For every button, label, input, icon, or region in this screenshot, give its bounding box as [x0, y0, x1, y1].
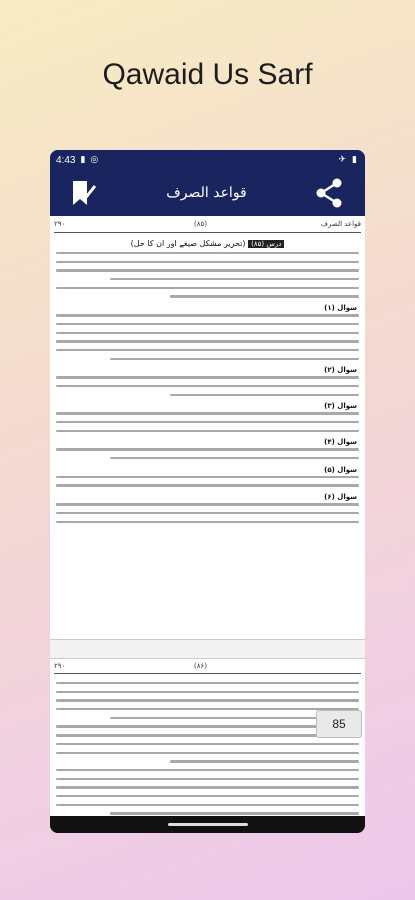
- text-line: [56, 421, 359, 423]
- question-label: سوال (۶): [324, 493, 357, 502]
- next-page-number-left: ۲۹۰: [54, 662, 66, 670]
- text-line: [56, 734, 359, 736]
- text-line: [56, 752, 359, 754]
- text-line: [56, 385, 359, 387]
- book-title-header: قواعد الصرف: [320, 220, 361, 228]
- page-header: [54, 218, 361, 233]
- status-time: 4:43: [56, 154, 76, 166]
- text-line: [56, 349, 359, 351]
- battery-icon: ▮: [352, 155, 357, 165]
- text-line: [56, 786, 359, 788]
- phone-frame: [50, 150, 365, 833]
- text-line: [56, 261, 359, 263]
- page-number-left: ۲۹۰: [54, 220, 66, 228]
- text-line: [56, 269, 359, 271]
- text-line: [170, 394, 359, 396]
- text-line: [110, 278, 359, 280]
- question-label: سوال (۳): [324, 402, 357, 411]
- next-page-header: [54, 661, 361, 674]
- page-number-center: (۸۵): [194, 220, 207, 228]
- text-line: [56, 795, 359, 797]
- share-button[interactable]: [311, 175, 347, 211]
- page-separator: [50, 639, 365, 659]
- app-title: قواعد الصرف: [166, 185, 247, 201]
- text-line: [56, 252, 359, 254]
- text-line: [110, 358, 359, 360]
- sim-card-icon: ▮: [80, 155, 86, 165]
- text-line: [56, 448, 359, 450]
- bookmark-button[interactable]: [66, 175, 102, 211]
- text-line: [56, 332, 359, 334]
- text-line: [170, 295, 359, 297]
- text-line: [56, 323, 359, 325]
- text-line: [56, 521, 359, 523]
- text-line: [56, 804, 359, 806]
- status-bar: [50, 150, 365, 170]
- promo-title: Qawaid Us Sarf: [102, 58, 313, 91]
- lesson-heading: [50, 239, 365, 248]
- text-line: [56, 769, 359, 771]
- question-label: سوال (۲): [324, 366, 357, 375]
- share-icon: [315, 178, 343, 208]
- question-label: سوال (۴): [324, 438, 357, 447]
- text-line: [56, 743, 359, 745]
- text-line: [56, 512, 359, 514]
- page-number-indicator[interactable]: 85: [316, 710, 362, 738]
- question-label: سوال (۱): [324, 304, 357, 313]
- text-line: [56, 778, 359, 780]
- text-line: [56, 699, 359, 701]
- text-line: [56, 484, 359, 486]
- text-line: [56, 725, 359, 727]
- text-line: [170, 760, 359, 762]
- page-text-block: [50, 252, 365, 523]
- text-line: [56, 314, 359, 316]
- lesson-title: (تحریر مشکل صیغے اور ان کا حل): [130, 239, 246, 248]
- navigation-bar: [50, 816, 365, 833]
- question-label: سوال (۵): [324, 465, 357, 474]
- home-gesture-bar[interactable]: [168, 823, 248, 826]
- text-line: [56, 287, 359, 289]
- text-line: [56, 340, 359, 342]
- text-line: [110, 812, 359, 814]
- text-line: [56, 503, 359, 505]
- text-line: [110, 457, 359, 459]
- bookmark-check-icon: [71, 179, 97, 207]
- text-line: [56, 430, 359, 432]
- airplane-icon: ✈: [338, 155, 347, 165]
- next-page-number-center: (۸۶): [194, 662, 207, 670]
- app-bar: [50, 170, 365, 216]
- text-line: [56, 476, 359, 478]
- lesson-number-badge: درس (۸۵): [248, 240, 284, 248]
- pdf-page-view[interactable]: [50, 216, 365, 816]
- text-line: [56, 682, 359, 684]
- notification-icon: ◎: [90, 155, 99, 165]
- text-line: [56, 376, 359, 378]
- text-line: [56, 412, 359, 414]
- text-line: [56, 691, 359, 693]
- text-line: [56, 708, 359, 710]
- next-page-text-block: [50, 682, 365, 816]
